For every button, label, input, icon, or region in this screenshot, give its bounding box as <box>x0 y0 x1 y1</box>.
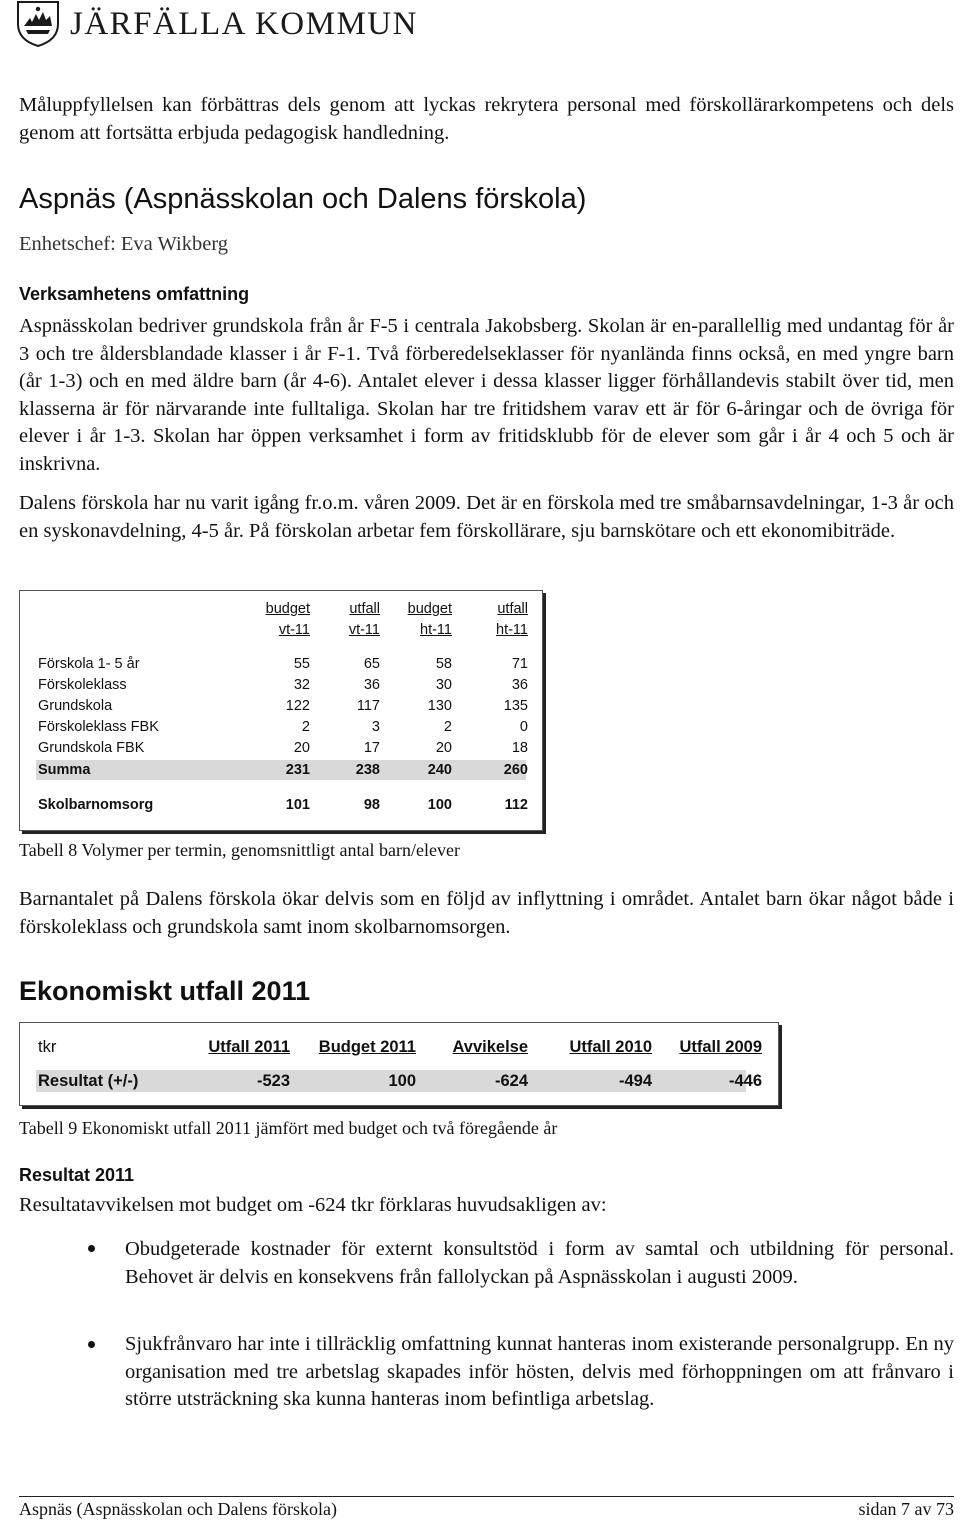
row-label: Skolbarnomsorg <box>38 797 154 813</box>
table-cell: 98 <box>363 797 380 813</box>
scope-paragraph: Aspnässkolan bedriver grundskola från år F-5 i centrala Jakobsberg. Skolan är en-parallellig med undantag för år 3 och tre åldersblandade klasser i år F-1. Två förberedelseklasser för nyanlända finns också, en med yngre barn (år 1-3) och en med äldre barn (år 4-6). Antalet elever i dessa klasser ligger förhållandevis stabilt över tid, men klasserna är för närvarande inte fulltaliga. Skolan har tre fritidshem varav ett är för 6-åringar och de övriga för elever i år 1-3. Skolan har öppen verksamhet i form av fritidsklubb för de elever som går i år 4 och 5 och är inskrivna. <box>19 315 954 475</box>
table-cell: 58 <box>435 656 452 672</box>
row-label: Summa <box>38 762 91 778</box>
row-label: Grundskola <box>38 698 113 714</box>
table-cell: 36 <box>511 677 528 693</box>
header-cell: utfall <box>497 601 528 617</box>
bullet-item: Sjukfrånvaro har inte i tillräcklig omfattning kunnat hanteras inom existerande personalgrupp. En ny organisation med tre arbetslag skapades inför hösten, delvis med förhoppningen om att frånvaro i större utsträckning ska kunna hanteras inom befintliga arbetslag. <box>125 1333 954 1410</box>
economy-title: Ekonomiskt utfall 2011 <box>19 976 311 1006</box>
table-row <box>36 654 526 674</box>
children-paragraph: Barnantalet på Dalens förskola ökar delvis som en följd av inflyttning i området. Antalet barn ökar något både i förskoleklass och grundskola samt inom skolbarnomsorgen. <box>19 888 954 938</box>
table-header-row <box>36 599 526 619</box>
table-cell: 117 <box>356 698 380 714</box>
table-cell: 260 <box>503 762 528 778</box>
header-cell: budget <box>265 601 310 617</box>
unit-manager: Enhetschef: Eva Wikberg <box>19 233 229 255</box>
dalens-paragraph: Dalens förskola har nu varit igång fr.o.m. våren 2009. Det är en förskola med tre småbarnsavdelningar, 1-3 år och en syskonavdelning, 4-5 år. På förskolan arbetar fem förskollärare, sju barnskötare och ett ekonomibiträde. <box>19 492 954 542</box>
volume-table <box>19 590 543 831</box>
table-cell: -624 <box>494 1072 528 1090</box>
header-cell: utfall <box>349 601 380 617</box>
table-cell: 20 <box>435 740 452 756</box>
table-header-row <box>36 620 526 640</box>
header-cell: Utfall 2009 <box>679 1038 762 1056</box>
result-intro: Resultatavvikelsen mot budget om -624 tkr förklaras huvudsakligen av: <box>19 1194 607 1216</box>
table8-caption: Tabell 8 Volymer per termin, genomsnittligt antal barn/elever <box>19 840 460 860</box>
row-label: Grundskola FBK <box>38 740 145 756</box>
table-header-row <box>36 1036 764 1058</box>
sum-row <box>36 760 526 780</box>
footer-divider <box>19 1496 954 1497</box>
header-label: tkr <box>38 1038 57 1056</box>
header-cell: ht-11 <box>496 622 528 638</box>
table-cell: 135 <box>503 698 528 714</box>
table-cell: 17 <box>363 740 380 756</box>
row-label: Resultat (+/-) <box>38 1072 139 1090</box>
table-cell: 112 <box>504 797 528 813</box>
header-cell: vt-11 <box>278 622 310 638</box>
table-cell: -523 <box>256 1072 290 1090</box>
table-cell: 130 <box>427 698 452 714</box>
table-cell: 240 <box>427 762 452 778</box>
result-heading: Resultat 2011 <box>19 1165 135 1185</box>
table-cell: 36 <box>363 677 380 693</box>
table-cell: 65 <box>363 656 380 672</box>
header-cell: budget <box>407 601 452 617</box>
logo-text: JÄRFÄLLA KOMMUN <box>70 6 418 42</box>
table-cell: 100 <box>388 1072 416 1090</box>
economy-table <box>19 1022 779 1106</box>
table-cell: 238 <box>355 762 380 778</box>
table-cell: -494 <box>618 1072 652 1090</box>
municipality-logo <box>12 0 64 48</box>
table-cell: 231 <box>285 762 310 778</box>
footer-section-name: Aspnäs (Aspnässkolan och Dalens förskola) <box>19 1499 337 1519</box>
row-label: Förskoleklass FBK <box>38 719 159 735</box>
row-label: Förskoleklass <box>38 677 127 693</box>
header-cell: Utfall 2011 <box>208 1038 290 1056</box>
table-cell: 71 <box>511 656 528 672</box>
school-care-row <box>36 795 526 815</box>
scope-heading: Verksamhetens omfattning <box>19 284 250 304</box>
result-row <box>36 1070 762 1092</box>
table-row <box>36 675 526 695</box>
table-row <box>36 696 526 716</box>
table-cell: 30 <box>435 677 452 693</box>
header-cell: vt-11 <box>348 622 380 638</box>
bullet-icon <box>88 1341 100 1353</box>
table-row <box>36 738 526 758</box>
table-cell: -446 <box>728 1072 762 1090</box>
table9-caption: Tabell 9 Ekonomiskt utfall 2011 jämfört med budget och två föregående år <box>19 1118 558 1138</box>
section-title: Aspnäs (Aspnässkolan och Dalens förskola) <box>19 183 587 215</box>
row-label: Förskola 1- 5 år <box>38 656 140 672</box>
intro-paragraph: Måluppfyllelsen kan förbättras dels genom att lyckas rekrytera personal med förskollärarkompetens och dels genom att fortsätta erbjuda pedagogisk handledning. <box>19 94 954 144</box>
bullet-icon <box>88 1245 100 1257</box>
table-cell: 18 <box>511 740 528 756</box>
table-cell: 20 <box>293 740 310 756</box>
table-cell: 55 <box>293 656 310 672</box>
header-cell: Avvikelse <box>452 1038 528 1056</box>
crest-icon <box>12 0 64 48</box>
table-cell: 122 <box>285 698 310 714</box>
header-cell: Budget 2011 <box>318 1038 416 1056</box>
table-cell: 100 <box>427 797 452 813</box>
table-row <box>36 717 526 737</box>
table-cell: 32 <box>293 677 310 693</box>
table-cell: 2 <box>443 719 452 735</box>
table-cell: 101 <box>285 797 310 813</box>
table-cell: 0 <box>519 719 528 735</box>
header-cell: Utfall 2010 <box>569 1038 652 1056</box>
table-cell: 2 <box>301 719 310 735</box>
header-cell: ht-11 <box>420 622 452 638</box>
table-cell: 3 <box>371 719 380 735</box>
footer-page-number: sidan 7 av 73 <box>858 1499 954 1519</box>
bullet-item: Obudgeterade kostnader för externt konsultstöd i form av samtal och utbildning för personal. Behovet är delvis en konsekvens från fallolyckan på Aspnässkolan i augusti 2009. <box>125 1238 954 1288</box>
